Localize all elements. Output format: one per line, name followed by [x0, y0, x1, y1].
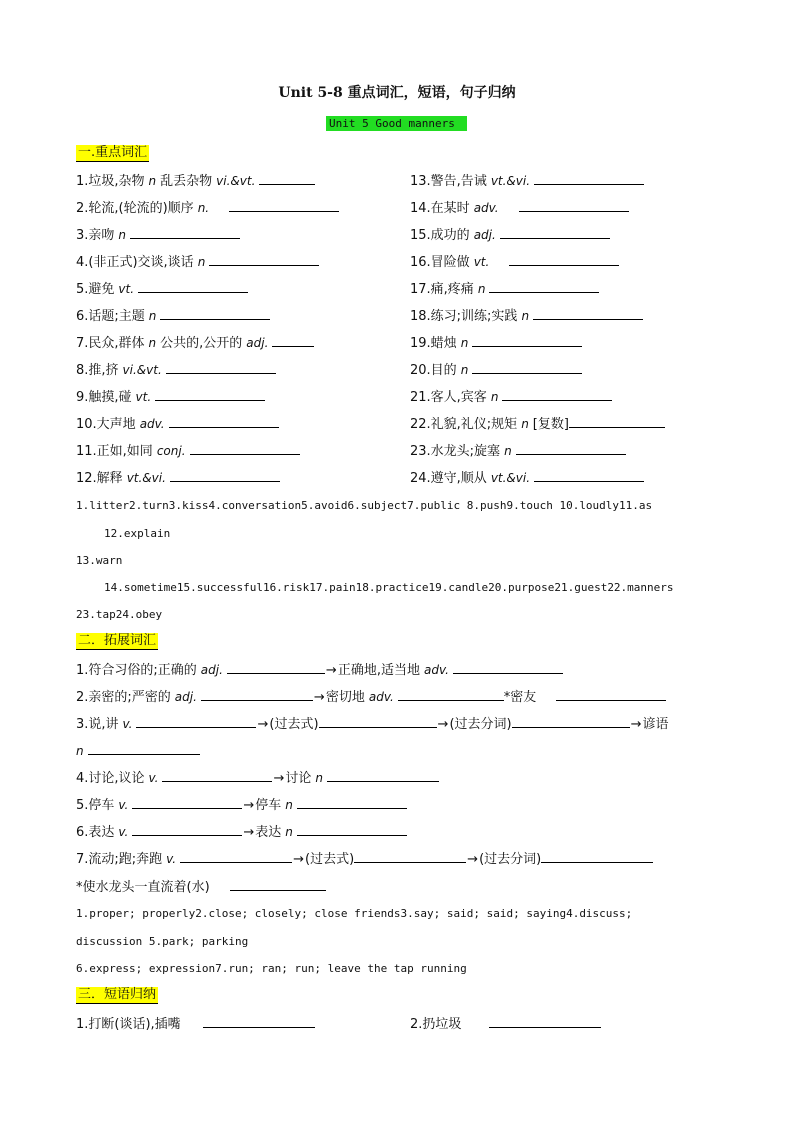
answer-key-line: 14.sometime15.successful16.risk17.pain18.practice19.candle20.purpose21.guest22.manners [104, 581, 674, 594]
ext-item-continuation: n [76, 742, 200, 760]
section-heading-key-vocab: 一.重点词汇 [78, 145, 148, 160]
ext-item: 3.说,讲 v. →(过去式) →(过去分词) →谚语 [76, 717, 669, 732]
answer-blank[interactable] [88, 742, 200, 755]
vocab-item: 8.推,挤 vi.&vt. [76, 361, 276, 379]
answer-key-line: 23.tap24.obey [76, 608, 163, 621]
answer-blank[interactable] [534, 172, 644, 185]
answer-blank[interactable] [297, 823, 407, 836]
vocab-item: 10.大声地 adv. [76, 415, 279, 433]
answer-key-line: 1.litter2.turn3.kiss4.conversation5.avoid6.subject7.public 8.push9.touch 10.loudly11.as [76, 499, 653, 512]
answer-blank[interactable] [516, 442, 626, 455]
ext-item: 5.停车 v. →停车 n [76, 796, 407, 814]
answer-blank[interactable] [166, 361, 276, 374]
answer-key-line: discussion 5.park; parking [76, 935, 249, 948]
answer-blank[interactable] [190, 442, 300, 455]
vocab-item: 21.客人,宾客 n [410, 388, 612, 406]
answer-blank[interactable] [472, 361, 582, 374]
answer-blank[interactable] [170, 469, 280, 482]
answer-blank[interactable] [519, 199, 629, 212]
vocab-item: 16.冒险做 vt. [410, 253, 619, 271]
phrase-item: 1.打断(谈话),插嘴 [76, 1015, 315, 1033]
answer-key-line: 6.express; expression7.run; ran; run; leave the tap running [76, 962, 467, 975]
answer-blank[interactable] [319, 715, 437, 728]
vocab-item: 20.目的 n [410, 361, 582, 379]
answer-blank[interactable] [489, 1015, 601, 1028]
answer-blank[interactable] [130, 226, 240, 239]
answer-blank[interactable] [132, 823, 242, 836]
vocab-item: 23.水龙头;旋塞 n [410, 442, 626, 460]
vocab-item: 19.蜡烛 n [410, 334, 582, 352]
answer-blank[interactable] [500, 226, 610, 239]
vocab-item: 24.遵守,顺从 vt.&vi. [410, 469, 644, 487]
vocab-item: 14.在某时 adv. [410, 199, 629, 217]
answer-blank[interactable] [354, 850, 466, 863]
answer-blank[interactable] [138, 280, 248, 293]
answer-blank[interactable] [398, 688, 504, 701]
ext-item: *使水龙头一直流着(水) [76, 878, 326, 896]
answer-blank[interactable] [259, 172, 315, 185]
answer-blank[interactable] [272, 334, 314, 347]
answer-blank[interactable] [155, 388, 265, 401]
answer-blank[interactable] [203, 1015, 315, 1028]
answer-blank[interactable] [209, 253, 319, 266]
answer-blank[interactable] [502, 388, 612, 401]
vocab-item: 6.话题;主题 n [76, 307, 270, 325]
vocab-item: 18.练习;训练;实践 n [410, 307, 643, 325]
vocab-item: 1.垃圾,杂物 n 乱丢杂物 vi.&vt. [76, 172, 315, 190]
vocab-item: 9.触摸,碰 vt. [76, 388, 265, 406]
answer-blank[interactable] [230, 878, 326, 891]
answer-blank[interactable] [472, 334, 582, 347]
vocab-item: 12.解释 vt.&vi. [76, 469, 280, 487]
answer-blank[interactable] [169, 415, 279, 428]
vocab-item: 17.痛,疼痛 n [410, 280, 599, 298]
answer-blank[interactable] [136, 715, 256, 728]
answer-blank[interactable] [201, 688, 313, 701]
ext-item: 7.流动;跑;奔跑 v. →(过去式) →(过去分词) [76, 850, 653, 868]
vocab-item: 13.警告,告诫 vt.&vi. [410, 172, 644, 190]
answer-blank[interactable] [534, 469, 644, 482]
answer-blank[interactable] [512, 715, 630, 728]
section-heading-extended-vocab: 二．拓展词汇 [78, 633, 157, 648]
answer-blank[interactable] [453, 661, 563, 674]
answer-blank[interactable] [489, 280, 599, 293]
vocab-item: 5.避免 vt. [76, 280, 248, 298]
vocab-item: 4.(非正式)交谈,谈话 n [76, 253, 319, 271]
phrase-item: 2.扔垃圾 [410, 1015, 601, 1033]
answer-blank[interactable] [160, 307, 270, 320]
answer-blank[interactable] [229, 199, 339, 212]
answer-blank[interactable] [297, 796, 407, 809]
vocab-item: 2.轮流,(轮流的)顺序 n. [76, 199, 339, 217]
vocab-item: 7.民众,群体 n 公共的,公开的 adj. [76, 334, 314, 352]
vocab-item: 3.亲吻 n [76, 226, 240, 244]
answer-blank[interactable] [556, 688, 666, 701]
answer-blank[interactable] [327, 769, 439, 782]
answer-blank[interactable] [509, 253, 619, 266]
answer-key-line: 12.explain [104, 527, 171, 540]
ext-item: 6.表达 v. →表达 n [76, 823, 407, 841]
vocab-item: 15.成功的 adj. [410, 226, 610, 244]
answer-blank[interactable] [569, 415, 665, 428]
answer-blank[interactable] [227, 661, 325, 674]
answer-blank[interactable] [132, 796, 242, 809]
answer-key-line: 13.warn [76, 554, 123, 567]
ext-item: 1.符合习俗的;正确的 adj. →正确地,适当地 adv. [76, 661, 563, 679]
page-title: Unit 5-8 重点词汇，短语，句子归纳 [278, 85, 516, 101]
answer-key-line: 1.proper; properly2.close; closely; close friends3.say; said; said; saying4.discuss; [76, 907, 633, 920]
answer-blank[interactable] [180, 850, 292, 863]
vocab-item: 11.正如,如同 conj. [76, 442, 300, 460]
unit-tag: Unit 5 Good manners [326, 116, 467, 131]
ext-item: 2.亲密的;严密的 adj. →密切地 adv. *密友 [76, 688, 666, 706]
answer-blank[interactable] [162, 769, 272, 782]
answer-blank[interactable] [533, 307, 643, 320]
ext-item: 4.讨论,议论 v. →讨论 n [76, 769, 439, 787]
answer-blank[interactable] [541, 850, 653, 863]
vocab-item: 22.礼貌,礼仪;规矩 n [复数] [410, 415, 665, 433]
section-heading-phrases: 三．短语归纳 [78, 987, 157, 1002]
